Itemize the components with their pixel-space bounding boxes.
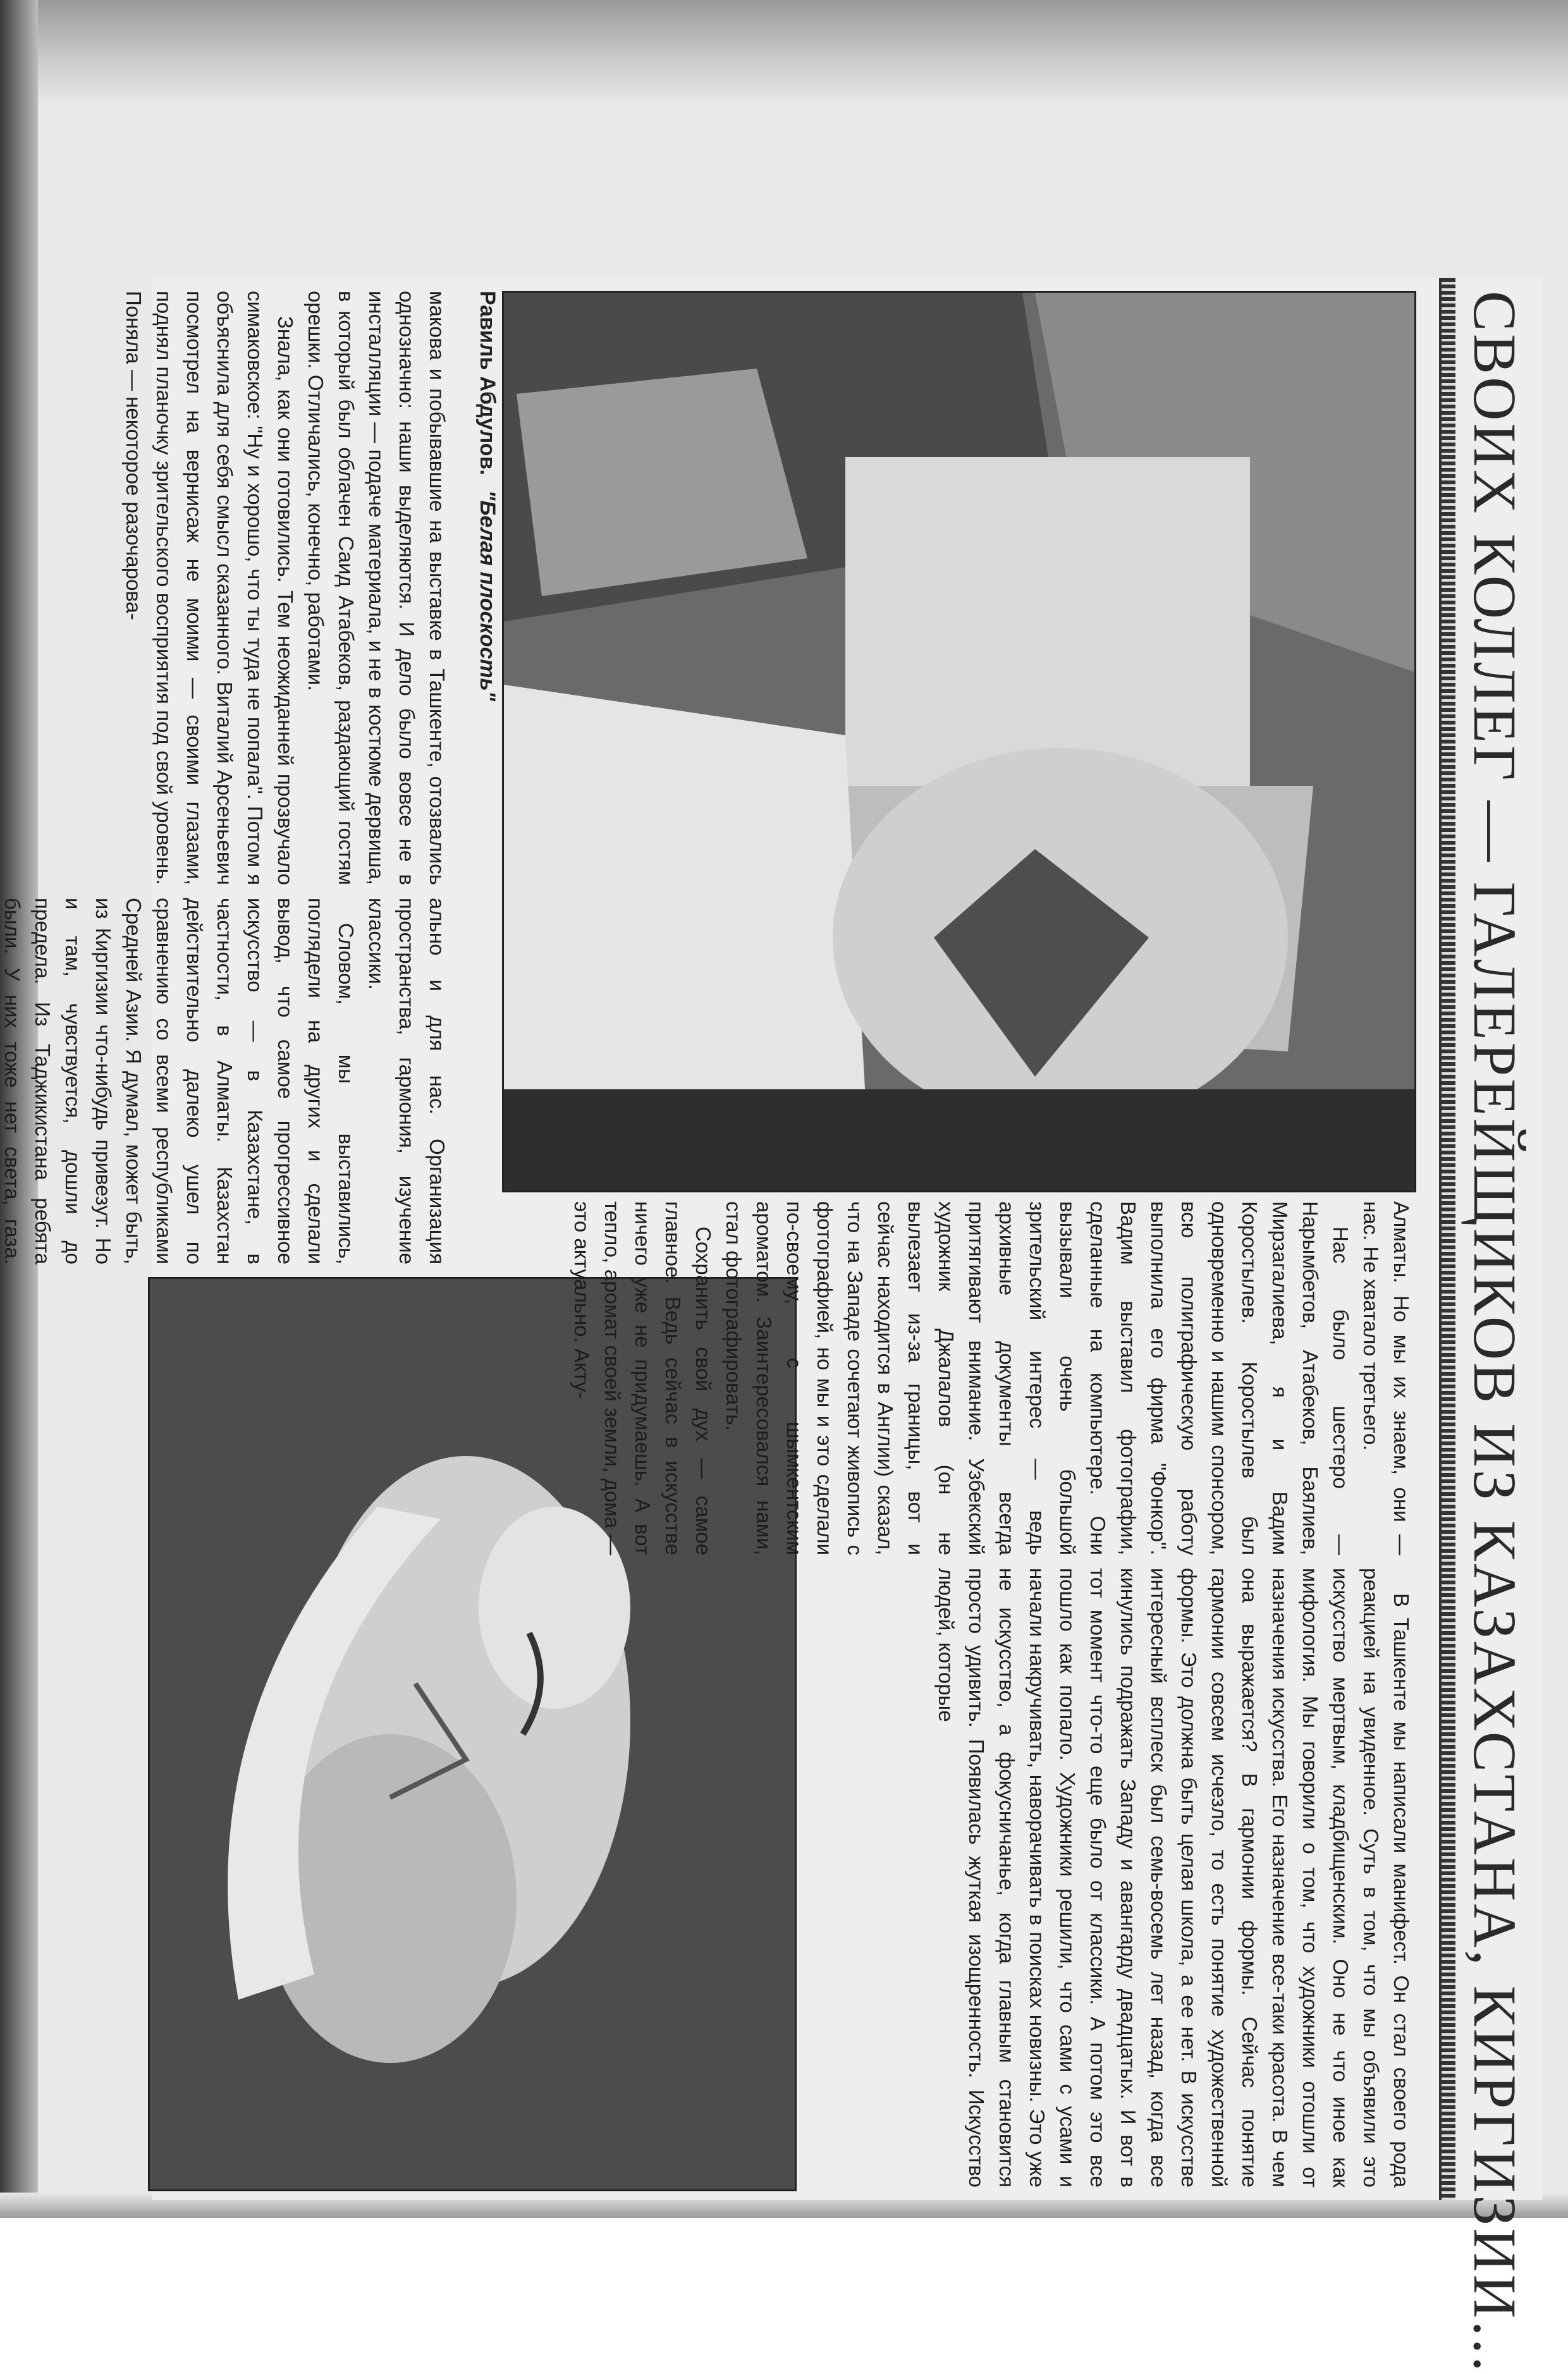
headline-row bbox=[1439, 278, 1543, 2374]
photo-caption bbox=[462, 291, 499, 1189]
paragraph: Знала, как они готовились. Тем неожиданней прозвучало симаковское: "Ну и хорошо, что ты туда не попала". Потом я объяснила для себя смысл сказанного. Виталий Арсеньевич посмотрел на вернисаж не моими — своими глазами, поднял планочку зрительского восприятия под свой уровень. Поняла — некоторое разочарова- bbox=[122, 291, 297, 885]
headline: СВОИХ КОЛЛЕГ — ГАЛЕРЕЙЩИКОВ ИЗ КАЗАХСТАНА, КИРГИЗИИ... bbox=[1461, 291, 1529, 2374]
text-column-1 bbox=[122, 291, 452, 885]
paragraph: Сохранить свой дух — самое главное. Ведь сейчас в искусстве ничего уже не придумаешь. А вот тепло, аромат своей земли, дома — это актуально. Акту- bbox=[570, 1201, 715, 1555]
artwork-photo-white-plane bbox=[502, 291, 1416, 1192]
text-column-3 bbox=[570, 1201, 1416, 1555]
text-column-4 bbox=[809, 1568, 1416, 2187]
paragraph: Алматы. Но мы их знаем, они — нас. Не хватало третьего. bbox=[1359, 1201, 1413, 1555]
white-plane-image bbox=[504, 293, 1414, 1190]
caption-author: Равиль Абдулов. bbox=[475, 291, 499, 475]
article-body bbox=[1, 278, 1429, 2200]
headline-rule bbox=[1442, 278, 1455, 2200]
paragraph: Нас было шестеро — Нарымбетов, Атабеков, Баялиев, Мирзагалиева, я и Вадим Коростылев. Коростылев был одновременно и нашим спонсором, всю полиграфическую работу выполнила его фирма "Фонкор". Вадим выставил фотографии, сделанные на компьютере. Они вызывали очень большой зрительский интерес — ведь архивные документы всегда притягивают внимание. Узбекский художник Джалалов (он не вылезает из-за границы, вот и сейчас находится в Англии) сказал, что на Западе сочетают живопись с фотографией, но мы и это сделали по-своему, с шымкентским ароматом. Заинтересовался нами, стал фотографировать. bbox=[722, 1201, 1352, 1555]
paragraph: макова и побывавшие на выставке в Ташкенте, отозвались однозначно: наши выделяются. И дело было вовсе не в инсталляции — подаче материала, и не в костюме дервиша, в который был облачен Саид Атабеков, раздающий гостям орешки. Отличались, конечно, работами. bbox=[304, 291, 449, 885]
paragraph: Словом, мы выставились, поглядели на других и сделали вывод, что самое прогрессивное искусство — в Казахстане, в частности, в Алматы. Казахстан действительно далеко ушел по сравнению со всеми республиками Средней Азии. Я думал, может быть, из Киргизии что-нибудь привезут. Но и там, чувствуется, дошли до предела. Из Таджикистана ребята были. У них тоже нет света, газа. bbox=[1, 898, 358, 1264]
caption-title: "Белая плоскость" bbox=[475, 490, 499, 701]
paragraph: ально и для нас. Организация пространства, гармония, изучение классики. bbox=[365, 898, 449, 1264]
text-column-2 bbox=[1, 898, 452, 1264]
paragraph: В Ташкенте мы написали манифест. Он стал своего рода реакцией на увиденное. Суть в том, что мы объявили это искусство мертвым, кладбищенским. Оно не что иное как мифология. Мы говорили о том, что художники отошли от назначения искусства. Его назначение все-таки красота. В чем она выражается? В гармонии формы. Сейчас понятие гармонии совсем исчезло, то есть понятие художественной формы. Это должна быть целая школа, а ее нет. В искусстве интересный всплеск был семь-восемь лет назад, когда все кинулись подражать Западу и авангарду двадцатых. И вот в тот момент что-то еще было от классики. А потом это все пошло как попало. Художники решили, что сами с усами и начали накручивать, наворачивать в поисках новизны. Это уже не искусство, а фокусничанье, когда главным становится просто удивить. Появилась жуткая изощренность. Искусство людей, которые bbox=[934, 1568, 1413, 2187]
scan-top-edge bbox=[0, 0, 1568, 107]
newspaper-clipping bbox=[1, 278, 1543, 2374]
